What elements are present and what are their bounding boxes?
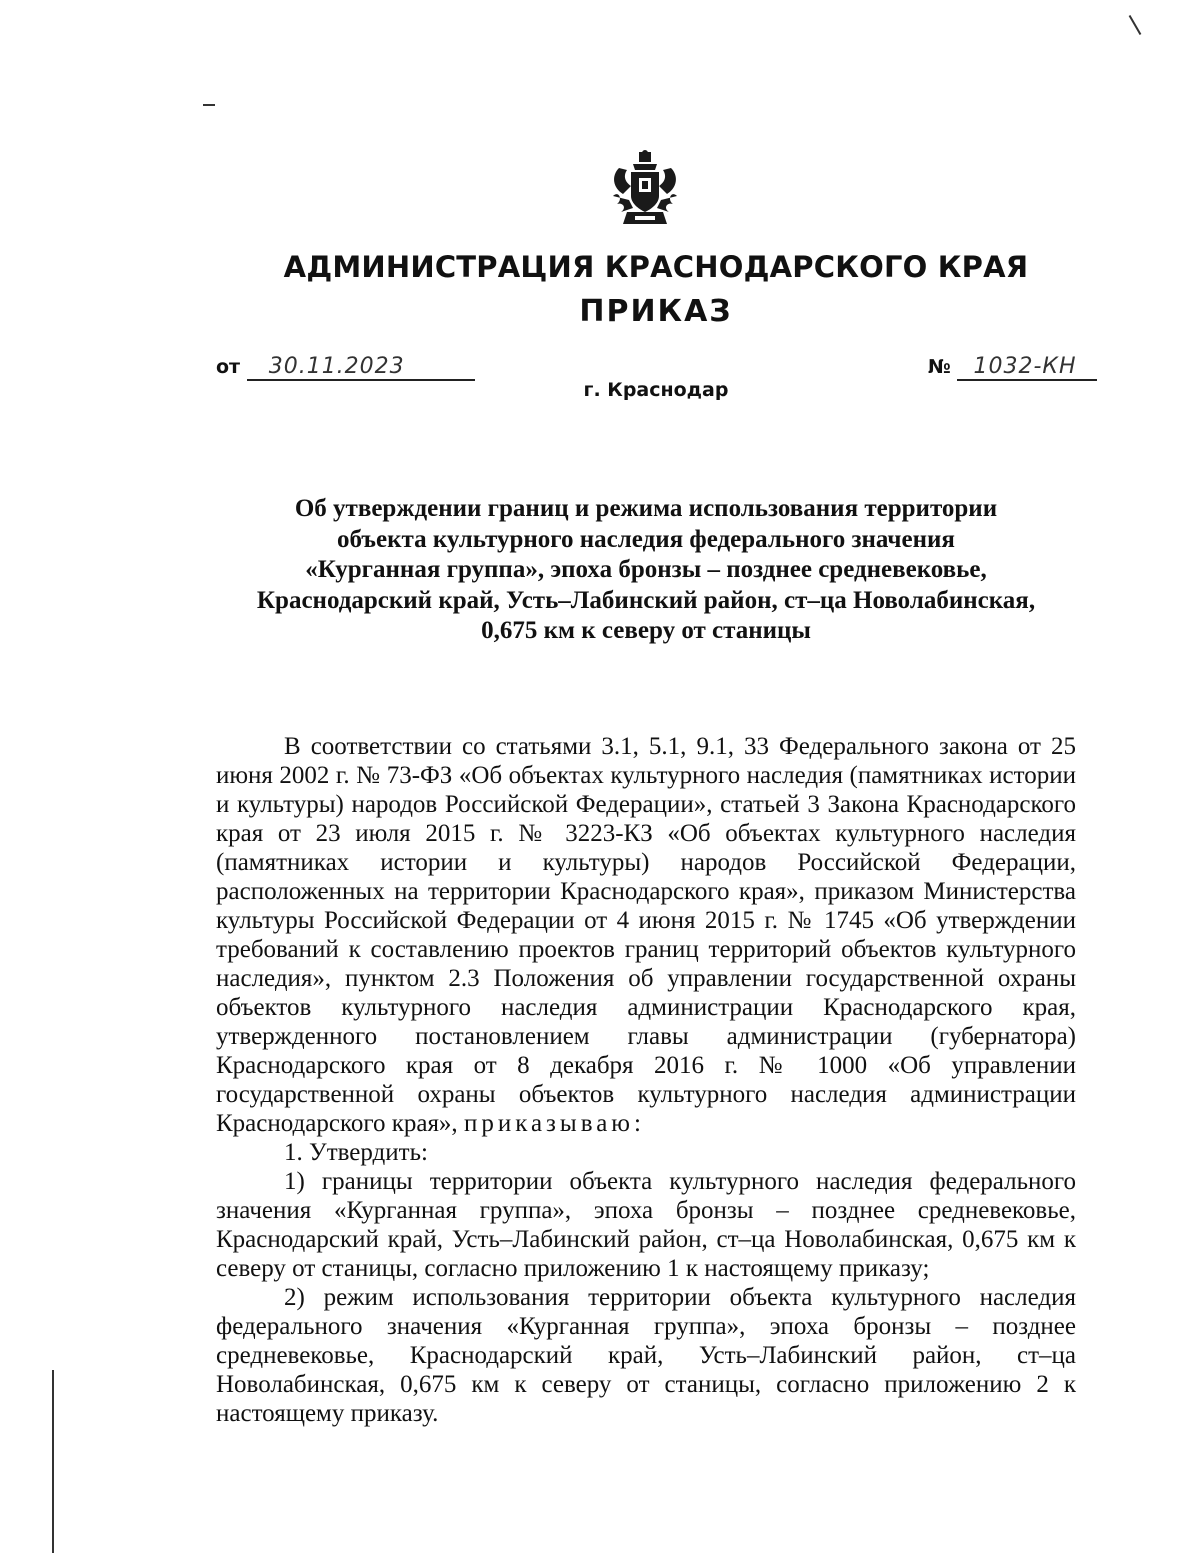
date-value: 30.11.2023 [247,354,475,381]
organization-name: АДМИНИСТРАЦИЯ КРАСНОДАРСКОГО КРАЯ [283,250,1029,284]
document-body [216,732,1076,1428]
date-line [216,354,475,381]
document-title [216,494,1076,647]
item-1-2: 2) режим использования территории объекта культурного наследия федерального значения «Курганная группа», эпоха бронзы – позднее средневековье, Краснодарский край, Усть–Лабинский район, ст–ца Новолабинская, 0,675 км к северу от станицы, согласно приложению 2 к настоящему приказу. [216,1284,1076,1427]
title-line: Краснодарский край, Усть–Лабинский район, ст–ца Новолабинская, [256,586,1036,614]
title-line: 0,675 км к северу от станицы [481,617,811,644]
number-prefix: № [928,356,951,378]
preamble-text: В соответствии со статьями 3.1, 5.1, 9.1, 33 Федерального закона от 25 июня 2002 г. № 73-ФЗ «Об объектах культурного наследия (памятниках истории и культуры) народов Российской Федерации», статьей 3 Закона Краснодарского края от 23 июля 2015 г. № 3223-КЗ «Об объектах культурного наследия (памятниках истории и культуры) народов Российской Федерации, расположенных на территории Краснодарского края», приказом Министерства культуры Российской Федерации от 4 июня 2015 г. № 1745 «Об утверждении требований к составлению проектов границ территорий объектов культурного наследия», пунктом 2.3 Положения об управлении государственной охраны объектов культурного наследия администрации Краснодарского края, утвержденного постановлением главы администрации (губернатора) Краснодарского края от 8 декабря 2016 г. № 1000 «Об управлении государственной охраны объектов культурного наследия администрации Краснодарского края», [216,733,1076,1137]
document-type: ПРИКАЗ [579,294,733,329]
scan-edge-line [52,1370,54,1553]
title-line: «Курганная группа», эпоха бронзы – позднее средневековье, [305,556,987,583]
number-line [928,354,1097,381]
scan-mark [1129,15,1142,35]
number-value: 1032-КН [957,354,1097,381]
city: г. Краснодар [583,379,729,401]
date-prefix: от [216,356,241,378]
scan-mark [203,104,215,106]
preamble-paragraph [216,732,1076,1138]
coat-of-arms-icon [609,150,681,228]
item-1-1: 1) границы территории объекта культурного наследия федерального значения «Курганная группа», эпоха бронзы – позднее средневековье, Краснодарский край, Усть–Лабинский район, ст–ца Новолабинская, 0,675 км к северу от станицы, согласно приложению 1 к настоящему приказу; [216,1168,1076,1282]
item-1: 1. Утвердить: [284,1139,428,1166]
title-line: Об утверждении границ и режима использования территории [294,495,998,522]
title-line: объекта культурного наследия федерального значения [337,525,955,553]
order-word: приказываю: [463,1110,645,1137]
